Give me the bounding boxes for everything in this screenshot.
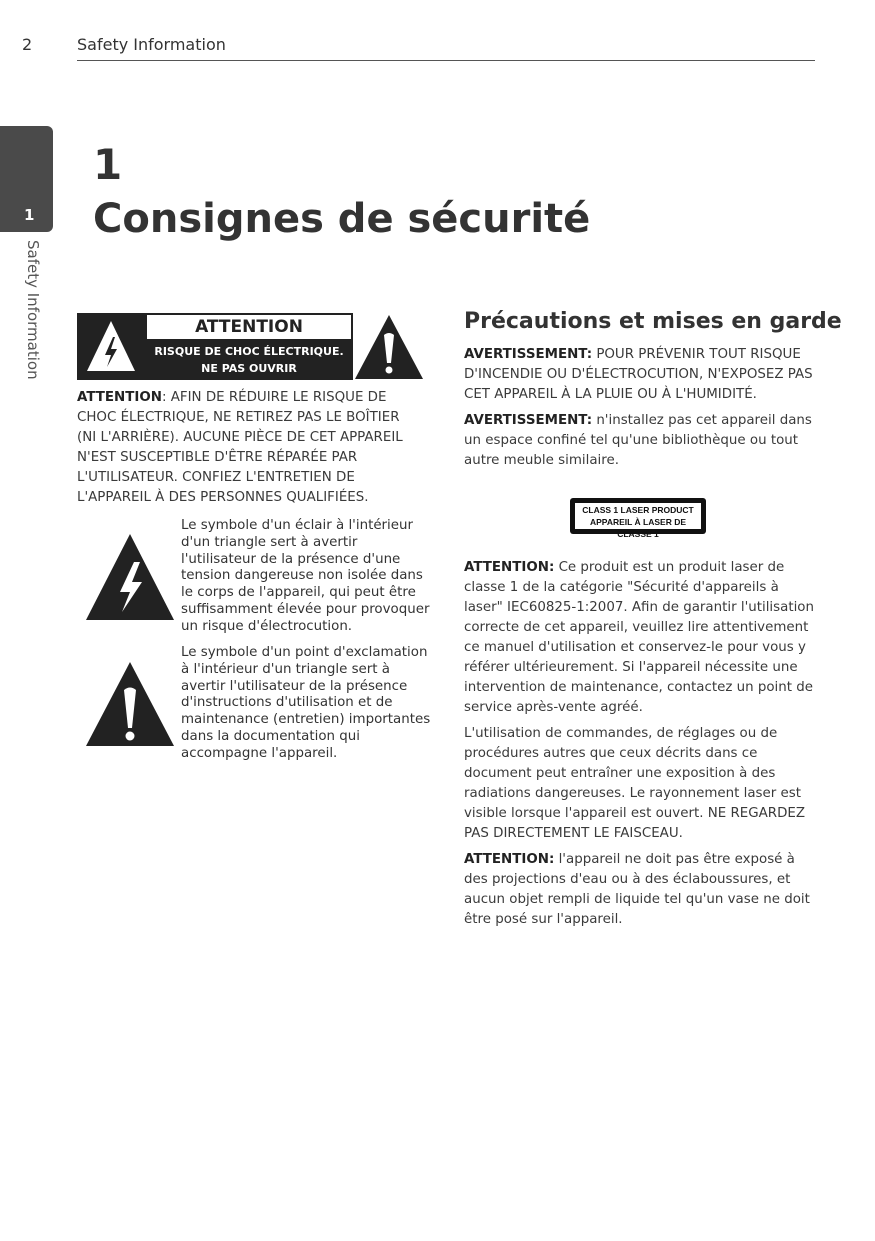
header-divider [77, 60, 815, 61]
laser-attention-label: ATTENTION: [464, 560, 555, 575]
liquid-attention-label: ATTENTION: [464, 852, 555, 867]
exclamation-symbol-description: Le symbole d'un point d'exclamation à l'intérieur d'un triangle sert à avertir l'utilisateur de la présence d'instructions d'utilisation et de maintenance (entretien) importantes dans la documentation qui accompagne l'appareil. [181, 645, 431, 761]
liquid-attention-paragraph [464, 850, 814, 930]
warning-2-text: n'installez pas cet appareil dans un espace confiné tel qu'une bibliothèque ou tout autre meuble similaire. [464, 413, 812, 468]
page-number: 2 [22, 35, 33, 54]
exclamation-symbol-icon [84, 660, 176, 748]
chapter-side-label-text: Safety Information [24, 240, 42, 380]
lightning-symbol-description: Le symbole d'un éclair à l'intérieur d'un triangle sert à avertir l'utilisateur de la présence d'une tension dangereuse non isolée dans le corps de l'appareil, qui peut être suffisamment élevée pour provoquer un risque d'électrocution. [181, 518, 430, 634]
laser-product-label [570, 498, 706, 539]
warning-label-line1: RISQUE DE CHOC ÉLECTRIQUE. [154, 345, 344, 358]
lightning-symbol-icon [84, 532, 176, 622]
warning-label-title: ATTENTION [145, 313, 353, 341]
attention-text: : AFIN DE RÉDUIRE LE RISQUE DE CHOC ÉLECTRIQUE, NE RETIREZ PAS LE BOÎTIER (NI L'ARRIÈRE). AUCUNE PIÈCE DE CET APPAREIL N'EST SUSCEPTIBLE D'ÊTRE RÉPARÉE PAR L'UTILISATEUR. CONFIEZ L'ENTRETIEN DE L'APPAREIL À DES PERSONNES QUALIFIÉES. [77, 390, 403, 505]
laser-label-line1: CLASS 1 LASER PRODUCT [582, 505, 694, 515]
page-title: Consignes de sécurité [93, 196, 591, 242]
laser-radiation-paragraph: L'utilisation de commandes, de réglages ou de procédures autres que ceux décrits dans ce document peut entraîner une exposition à des radiations dangereuses. Le rayonnement laser est visible lorsque l'appareil est ouvert. NE REGARDEZ PAS DIRECTEMENT LE FAISCEAU. [464, 726, 806, 841]
chapter-number: 1 [93, 140, 123, 189]
warning-2-label: AVERTISSEMENT: [464, 413, 593, 428]
warning-1-label: AVERTISSEMENT: [464, 347, 593, 362]
header-section-title: Safety Information [77, 35, 226, 54]
warning-label-text [145, 341, 353, 380]
laser-label-line2: APPAREIL À LASER DE CLASSE 1 [589, 517, 687, 539]
attention-paragraph [77, 388, 417, 508]
warning-1-text: POUR PRÉVENIR TOUT RISQUE D'INCENDIE OU D'ÉLECTROCUTION, N'EXPOSEZ PAS CET APPAREIL À LA PLUIE OU À L'HUMIDITÉ. [464, 347, 813, 402]
exclamation-warning-label [353, 313, 425, 380]
attention-label: ATTENTION [77, 390, 162, 405]
exclamation-triangle-icon [353, 313, 425, 380]
laser-attention-paragraph [464, 558, 814, 718]
attention-warning-label [145, 313, 353, 380]
lightning-warning-label [77, 313, 145, 380]
warning-label-line2: NE PAS OUVRIR [201, 362, 297, 375]
lightning-triangle-icon [77, 313, 145, 380]
warning-paragraph-1 [464, 345, 814, 405]
chapter-side-label [24, 240, 44, 390]
liquid-attention-text: l'appareil ne doit pas être exposé à des projections d'eau ou à des éclaboussures, et aucun objet rempli de liquide tel qu'un vase ne doit être posé sur l'appareil. [464, 852, 810, 927]
section-heading: Précautions et mises en garde [464, 309, 842, 334]
laser-attention-text: Ce produit est un produit laser de classe 1 de la catégorie "Sécurité d'appareils à laser" IEC60825-1:2007. Afin de garantir l'utilisation correcte de cet appareil, veuillez lire attentivement ce manuel d'utilisation et conservez-le pour vous y référer ultérieurement. Si l'appareil nécessite une intervention de maintenance, contactez un point de service après-vente agréé. [464, 560, 814, 715]
chapter-side-tab-number: 1 [24, 206, 35, 224]
warning-paragraph-2 [464, 411, 814, 471]
